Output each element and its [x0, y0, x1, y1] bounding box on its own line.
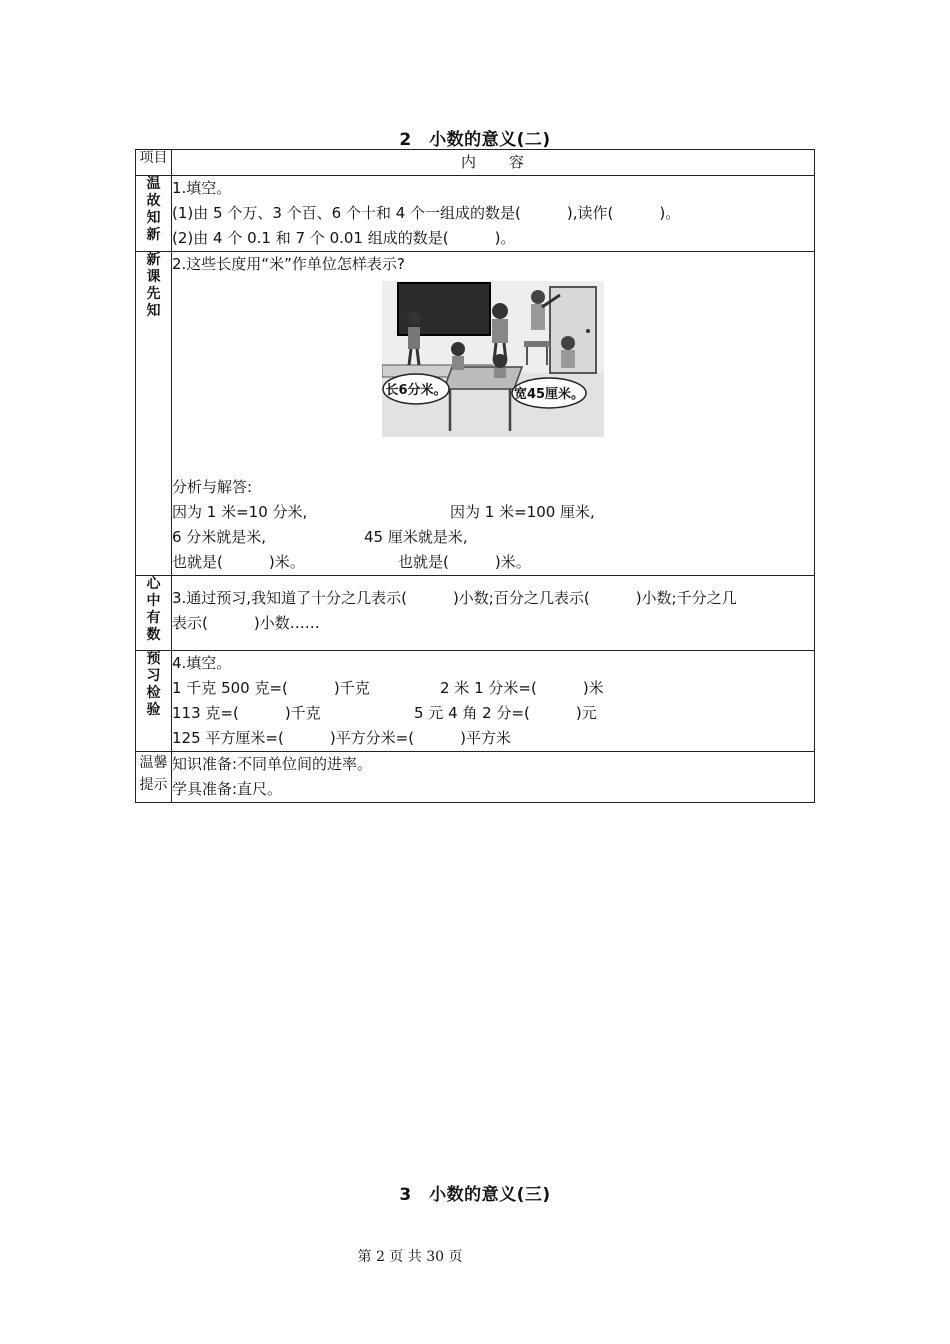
next-section-title: 3 小数的意义(三) [399, 1185, 551, 1205]
review-label: 温 故 知 新 [136, 176, 172, 252]
check-row [136, 651, 815, 752]
mind-label: 心 中 有 数 [136, 576, 172, 651]
tips-row [136, 752, 815, 803]
table-header-row [136, 150, 815, 176]
review-row [136, 176, 815, 252]
bubble-length-text: 长6分米。 [385, 383, 447, 398]
review-content [172, 176, 815, 252]
q1-title: 1.填空。 [172, 179, 232, 197]
analysis-heading: 分析与解答: [172, 478, 253, 496]
check-label: 预 习 检 验 [136, 651, 172, 752]
q3-line-1: 3.通过预习,我知道了十分之几表示( )小数;百分之几表示( )小数;千分之几 [172, 589, 737, 607]
q1-item-b: (2)由 4 个 0.1 和 7 个 0.01 组成的数是( )。 [172, 229, 516, 247]
preview-label: 新 课 先 知 [136, 252, 172, 576]
tips-tools: 学具准备:直尺。 [172, 780, 283, 798]
tips-knowledge: 知识准备:不同单位间的进率。 [172, 755, 373, 773]
q1-item-a: (1)由 5 个万、3 个百、6 个十和 4 个一组成的数是( ),读作( )。 [172, 204, 681, 222]
worksheet-table [135, 149, 815, 803]
tips-label: 温馨 提示 [136, 752, 172, 803]
q3-line-2: 表示( )小数…… [172, 614, 320, 632]
classroom-illustration [382, 281, 604, 445]
classroom-scene-image [382, 281, 604, 437]
section-title: 2 小数的意义(二) [399, 130, 551, 150]
analysis-line-1: 因为 1 米=10 分米, 因为 1 米=100 厘米, [172, 503, 595, 521]
q4-line-2: 113 克=( )千克 5 元 4 角 2 分=( )元 [172, 704, 597, 722]
mind-row [136, 576, 815, 651]
q2-title: 2.这些长度用“米”作单位怎样表示? [172, 255, 405, 273]
header-item-label: 项目 [136, 150, 172, 176]
analysis-line-3: 也就是( )米。 也就是( )米。 [172, 553, 531, 571]
header-content-label: 内 容 [172, 150, 815, 176]
tips-content [172, 752, 815, 803]
q4-line-3: 125 平方厘米=( )平方分米=( )平方米 [172, 729, 511, 747]
page-footer: 第 2 页 共 30 页 [357, 1249, 463, 1265]
analysis-line-2: 6 分米就是米, 45 厘米就是米, [172, 528, 468, 546]
preview-content [172, 252, 815, 576]
preview-row [136, 252, 815, 576]
mind-content [172, 576, 815, 651]
q4-title: 4.填空。 [172, 654, 232, 672]
q4-line-1: 1 千克 500 克=( )千克 2 米 1 分米=( )米 [172, 679, 604, 697]
bubble-width-text: 宽45厘米。 [513, 387, 585, 402]
check-content [172, 651, 815, 752]
